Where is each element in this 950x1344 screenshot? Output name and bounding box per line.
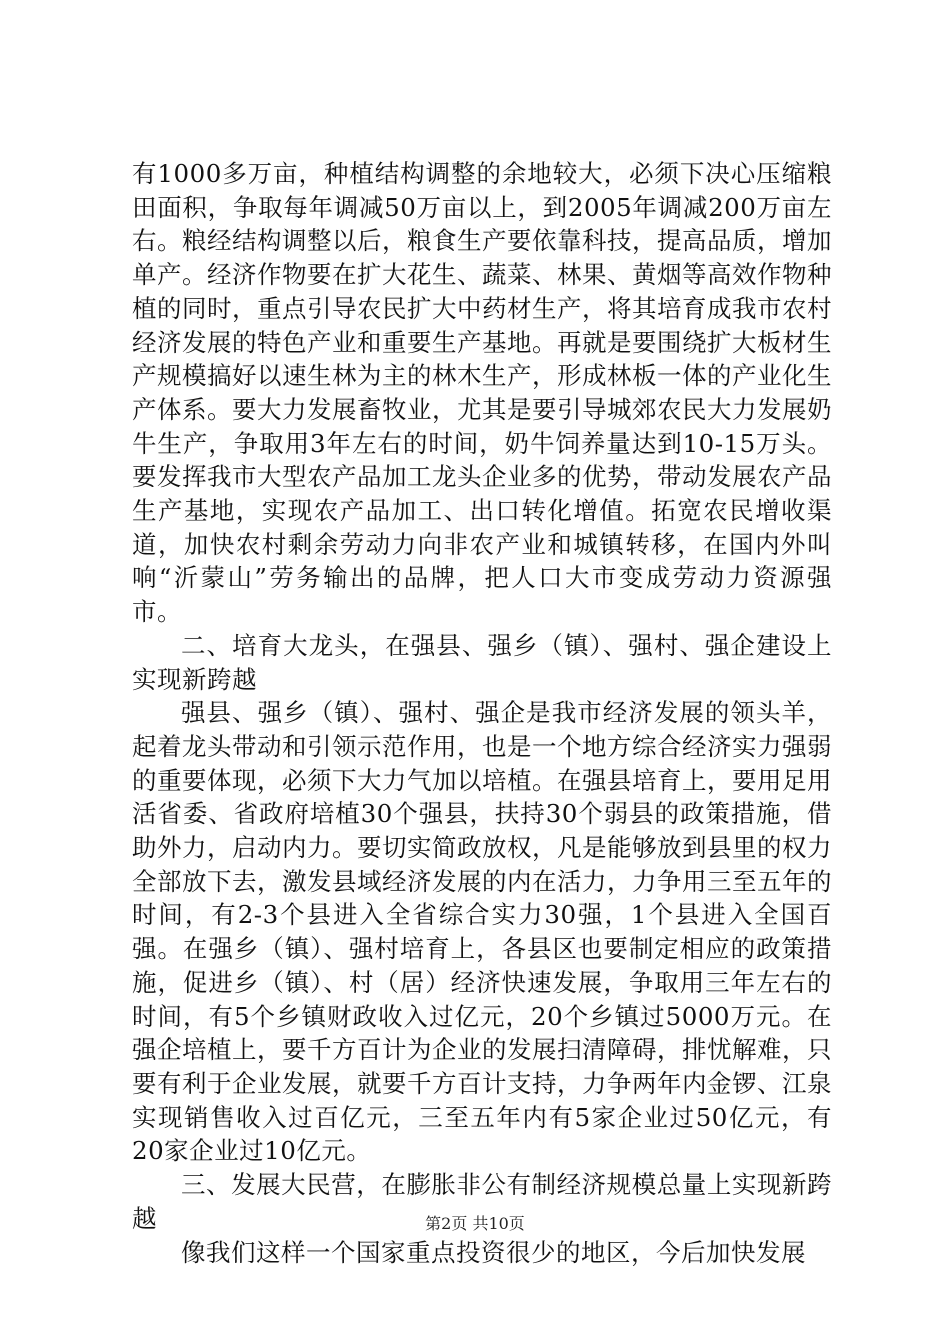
paragraph-continuation: 有1000多万亩，种植结构调整的余地较大，必须下决心压缩粮田面积，争取每年调减50万亩以上，到2005年调减200万亩左右。粮经结构调整以后，粮食生产要依靠科技，提高品质，增加单产。经济作物要在扩大花生、蔬菜、林果、黄烟等高效作物种植的同时，重点引导农民扩大中药材生产，将其培育成我市农村经济发展的特色产业和重要生产基地。再就是要围绕扩大板材生产规模搞好以速生林为主的林木生产，形成林板一体的产业化生产体系。要大力发展畜牧业，尤其是要引导城郊农民大力发展奶牛生产，争取用3年左右的时间，奶牛饲养量达到10-15万头。要发挥我市大型农产品加工龙头企业多的优势，带动发展农产品生产基地，实现农产品加工、出口转化增值。拓宽农民增收渠道，加快农村剩余劳动力向非农产业和城镇转移，在国内外叫响“沂蒙山”劳务输出的品牌，把人口大市变成劳动力资源强市。 (132, 159, 832, 627)
page-footer: 第2页 共10页 (425, 1214, 525, 1233)
section-heading-3: 三、发展大民营，在膨胀非公有制经济规模总量上实现新跨越 (132, 1170, 832, 1233)
document-body (132, 157, 832, 1269)
section-heading-2: 二、培育大龙头，在强县、强乡（镇）、强村、强企建设上实现新跨越 (132, 630, 832, 694)
paragraph-strong-entities: 强县、强乡（镇）、强村、强企是我市经济发展的领头羊，起着龙头带动和引领示范作用，也是一个地方综合经济实力强弱的重要体现，必须下大力气加以培植。在强县培育上，要用足用活省委、省政府培植30个强县，扶持30个弱县的政策措施，借助外力，启动内力。要切实简政放权，凡是能够放到县里的权力全部放下去，激发县域经济发展的内在活力，力争用三至五年的时间，有2-3个县进入全省综合实力30强，1个县进入全国百强。在强乡（镇）、强村培育上，各县区也要制定相应的政策措施，促进乡（镇）、村（居）经济快速发展，争取用三年左右的时间，有5个乡镇财政收入过亿元，20个乡镇过5000万元。在强企培植上，要千方百计为企业的发展扫清障碍，排忧解难，只要有利于企业发展，就要千方百计支持，力争两年内金锣、江泉实现销售收入过百亿元，三至五年内有5家企业过50亿元，有20家企业过10亿元。 (132, 698, 832, 1166)
paragraph-private-economy: 像我们这样一个国家重点投资很少的地区，今后加快发展 (181, 1237, 806, 1267)
